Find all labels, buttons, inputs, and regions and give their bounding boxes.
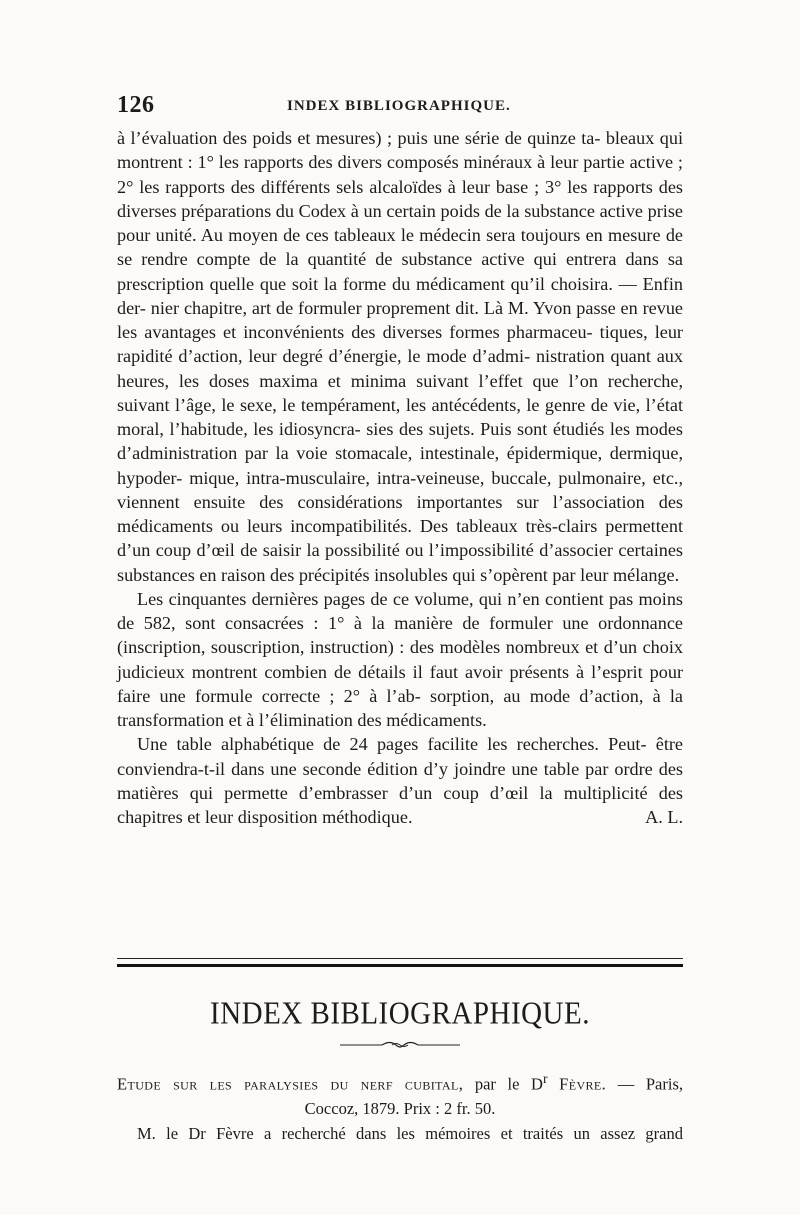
running-title: INDEX BIBLIOGRAPHIQUE. xyxy=(287,98,511,114)
running-head xyxy=(117,92,687,124)
page-number: 126 xyxy=(117,92,155,118)
section-divider-thin xyxy=(117,958,683,959)
entry-author-prefix: par le D xyxy=(474,1074,543,1094)
entry-title: Etude sur les paralysies du nerf cubital, xyxy=(117,1074,464,1094)
entry-body-text: M. le Dr Fèvre a recherché dans les mémoires et traités un assez grand xyxy=(137,1124,683,1143)
review-paragraph-3 xyxy=(117,732,683,829)
review-paragraph-3-text: Une table alphabétique de 24 pages facilite les recherches. Peut- être conviendra-t-il dans une seconde édition d’y joindre une table par ordre des matières qui permette d’embrasser d’un coup d’œil la multiplicité des chapitres et leur disposition méthodique. xyxy=(117,734,683,827)
review-paragraph-2: Les cinquantes dernières pages de ce volume, qui n’en contient pas moins de 582, sont consacrées : 1° à la manière de formuler une ordonnance (inscription, souscription, instruction) : des modèles nombreux et d’un choix judicieux montrent combien de détails il faut avoir présents à l’esprit pour faire une formule correcte ; 2° à l’ab- sorption, au mode d’action, à la transformation et à l’élimination des médicaments. xyxy=(117,588,683,730)
ornament-divider xyxy=(340,1040,460,1050)
entry-author-sup: r xyxy=(542,1071,548,1086)
entry-place: — Paris, xyxy=(617,1074,683,1094)
entry-author-name: Fèvre. xyxy=(559,1074,607,1094)
section-divider-thick xyxy=(117,964,683,967)
bibliography-entry xyxy=(117,1067,683,1121)
section-title: INDEX BIBLIOGRAPHIQUE. xyxy=(210,996,590,1032)
review-signature: A. L. xyxy=(645,807,683,827)
entry-citation-line xyxy=(117,1067,683,1097)
review-text xyxy=(117,126,683,829)
entry-publisher-line: Coccoz, 1879. Prix : 2 fr. 50. xyxy=(304,1098,496,1118)
review-paragraph-1: à l’évaluation des poids et mesures) ; puis une série de quinze ta- bleaux qui montrent : 1° les rapports des divers composés minéraux à leur partie active ; 2° les rapports des différents sels alcaloïdes à leur base ; 3° les rapports des diverses préparations du Codex à un certain poids de la substance active prise pour unité. Au moyen de ces tableaux le médecin sera toujours en mesure de se rendre compte de la quantité de substance active qui entrera dans sa prescription quelle que soit la forme du médicament qu’il choisira. — Enfin der- nier chapitre, art de formuler proprement dit. Là M. Yvon passe en revue les avantages et inconvénients des diverses formes pharmaceu- tiques, leur rapidité d’action, leur degré d’énergie, le mode d’admi- nistration quant aux heures, les doses maxima et minima suivant l’effet que l’on recherche, suivant l’âge, le sexe, le tempérament, les antécédents, le genre de vie, l’état moral, l’habitude, les idiosyncra- sies des sujets. Puis sont étudiés les modes d’administration par la voie stomacale, intestinale, épidermique, dermique, hypoder- mique, intra-musculaire, intra-veineuse, buccale, pulmonaire, etc., viennent ensuite des considérations importantes sur l’association des médicaments ou leurs incompatibilités. Des tableaux très-clairs permettent d’un coup d’œil de saisir la possibilité ou l’impossibilité d’associer certaines substances en raison des précipités insolubles qui s’opèrent par leur mélange. xyxy=(117,128,683,585)
